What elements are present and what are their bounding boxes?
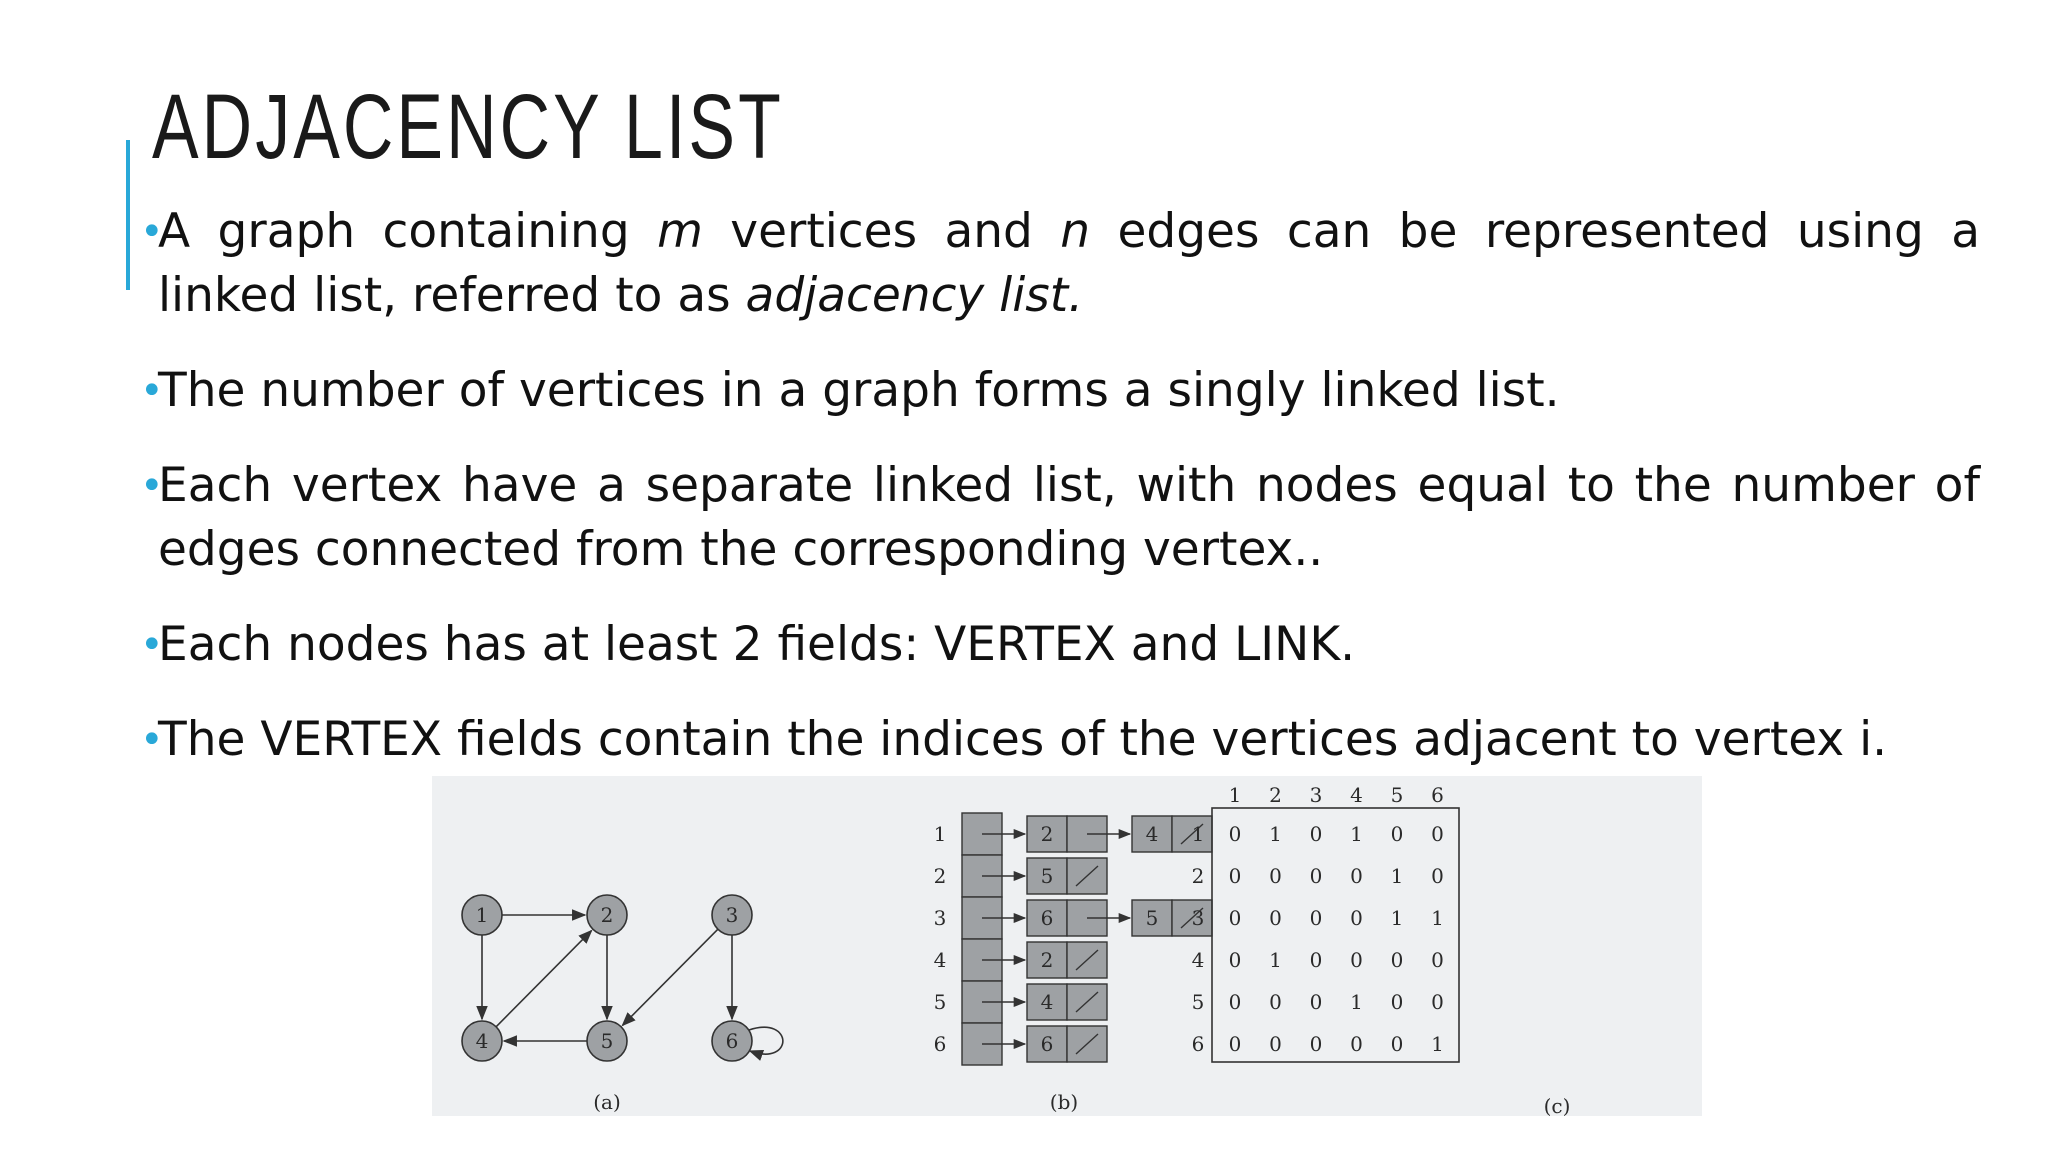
- matrix-cell: 0: [1350, 906, 1363, 930]
- graph-edge: [622, 929, 717, 1025]
- adjacency-list-diagram: [934, 813, 1212, 1114]
- vertex-field-value: 6: [1040, 906, 1054, 930]
- bullet-item: [140, 708, 1980, 772]
- matrix-cell: 0: [1431, 990, 1444, 1014]
- graph-representation-figure: [432, 776, 1702, 1116]
- list-vertex-label: 1: [933, 822, 947, 846]
- matrix-cell: 0: [1269, 864, 1282, 888]
- bullet-item: [140, 200, 1980, 328]
- matrix-cell: 0: [1228, 948, 1242, 972]
- matrix-cell: 0: [1228, 864, 1242, 888]
- graph-edge: [496, 931, 591, 1027]
- matrix-column-header: 2: [1269, 783, 1282, 807]
- slide-title: ADJACENCY LIST: [152, 76, 784, 178]
- matrix-cell: 0: [1309, 990, 1323, 1014]
- bullet-dot: •: [140, 622, 164, 668]
- vertex-field-value: 5: [1040, 864, 1054, 888]
- matrix-cell: 0: [1431, 822, 1444, 846]
- adjacency-matrix: [1192, 783, 1571, 1116]
- matrix-cell: 1: [1431, 906, 1444, 930]
- figure-caption: (a): [593, 1090, 621, 1114]
- list-vertex-label: 6: [933, 1032, 947, 1056]
- matrix-cell: 0: [1309, 948, 1323, 972]
- matrix-row-header: 1: [1191, 822, 1205, 846]
- matrix-row-header: 6: [1191, 1032, 1205, 1056]
- matrix-cell: 0: [1309, 822, 1323, 846]
- self-loop-edge: [749, 1027, 783, 1054]
- figure-caption: (b): [1049, 1090, 1079, 1114]
- variable-n: n: [1060, 204, 1091, 259]
- bullet-text: A graph containing: [158, 204, 658, 259]
- bullet-item: [140, 454, 1980, 582]
- matrix-column-header: 4: [1350, 783, 1363, 807]
- matrix-cell: 0: [1228, 1032, 1242, 1056]
- matrix-column-header: 5: [1390, 783, 1404, 807]
- matrix-cell: 1: [1350, 990, 1363, 1014]
- matrix-cell: 1: [1431, 1032, 1444, 1056]
- vertex-field-value: 4: [1040, 990, 1054, 1014]
- matrix-cell: 1: [1350, 822, 1363, 846]
- matrix-cell: 1: [1269, 822, 1282, 846]
- bullet-text: edges can be represented using a linked list, referred to as: [158, 204, 1980, 323]
- matrix-cell: 1: [1269, 948, 1282, 972]
- accent-bar: [126, 140, 130, 290]
- matrix-cell: 0: [1228, 990, 1242, 1014]
- bullet-text: Each nodes has at least 2 fields: VERTEX and LINK.: [158, 617, 1356, 672]
- graph-node-label: 2: [600, 903, 614, 927]
- matrix-cell: 0: [1269, 906, 1282, 930]
- matrix-cell: 0: [1269, 1032, 1282, 1056]
- bullet-dot: •: [140, 368, 164, 414]
- matrix-cell: 0: [1390, 1032, 1404, 1056]
- matrix-cell: 0: [1390, 948, 1404, 972]
- matrix-cell: 0: [1431, 948, 1444, 972]
- matrix-row-header: 2: [1191, 864, 1205, 888]
- bullet-item: [140, 613, 1980, 677]
- matrix-cell: 0: [1350, 948, 1363, 972]
- graph-node-label: 3: [725, 903, 739, 927]
- matrix-column-header: 6: [1431, 783, 1444, 807]
- matrix-cell: 0: [1350, 1032, 1363, 1056]
- list-vertex-label: 3: [933, 906, 947, 930]
- vertex-field-value: 4: [1145, 822, 1159, 846]
- matrix-cell: 0: [1390, 990, 1404, 1014]
- matrix-cell: 0: [1309, 1032, 1323, 1056]
- matrix-row-header: 3: [1191, 906, 1205, 930]
- graph-node-label: 5: [600, 1029, 614, 1053]
- matrix-cell: 0: [1390, 822, 1404, 846]
- matrix-row-header: 5: [1191, 990, 1205, 1014]
- vertex-field-value: 2: [1040, 822, 1054, 846]
- matrix-cell: 0: [1309, 906, 1323, 930]
- bullet-item: [140, 359, 1980, 423]
- matrix-cell: 0: [1228, 822, 1242, 846]
- bullet-text: vertices and: [702, 204, 1061, 259]
- matrix-column-header: 1: [1228, 783, 1242, 807]
- term-adjacency-list: adjacency list.: [745, 268, 1084, 323]
- figure-caption: (c): [1543, 1094, 1571, 1116]
- list-vertex-label: 2: [933, 864, 947, 888]
- vertex-field-value: 2: [1040, 948, 1054, 972]
- figure-drawing: [432, 776, 1702, 1116]
- bullet-dot: •: [140, 209, 164, 255]
- list-vertex-label: 5: [933, 990, 947, 1014]
- bullet-text: The VERTEX fields contain the indices of the vertices adjacent to vertex i.: [158, 712, 1888, 767]
- bullet-list: [140, 200, 1980, 803]
- variable-m: m: [657, 204, 703, 259]
- matrix-cell: 1: [1390, 906, 1404, 930]
- matrix-cell: 0: [1269, 990, 1282, 1014]
- matrix-cell: 0: [1309, 864, 1323, 888]
- matrix-cell: 0: [1350, 864, 1363, 888]
- list-vertex-label: 4: [933, 948, 947, 972]
- matrix-cell: 1: [1390, 864, 1404, 888]
- directed-graph: [462, 895, 783, 1114]
- matrix-column-header: 3: [1309, 783, 1323, 807]
- matrix-cell: 0: [1228, 906, 1242, 930]
- graph-node-label: 6: [725, 1029, 739, 1053]
- vertex-field-value: 5: [1145, 906, 1159, 930]
- matrix-border: [1212, 808, 1459, 1062]
- bullet-dot: •: [140, 463, 164, 509]
- matrix-cell: 0: [1431, 864, 1444, 888]
- matrix-row-header: 4: [1191, 948, 1205, 972]
- bullet-text: Each vertex have a separate linked list, with nodes equal to the number of edges connected from the corresponding vertex..: [158, 458, 1980, 577]
- bullet-dot: •: [140, 717, 164, 763]
- graph-node-label: 1: [475, 903, 489, 927]
- graph-node-label: 4: [475, 1029, 489, 1053]
- vertex-field-value: 6: [1040, 1032, 1054, 1056]
- bullet-text: The number of vertices in a graph forms a singly linked list.: [158, 363, 1560, 418]
